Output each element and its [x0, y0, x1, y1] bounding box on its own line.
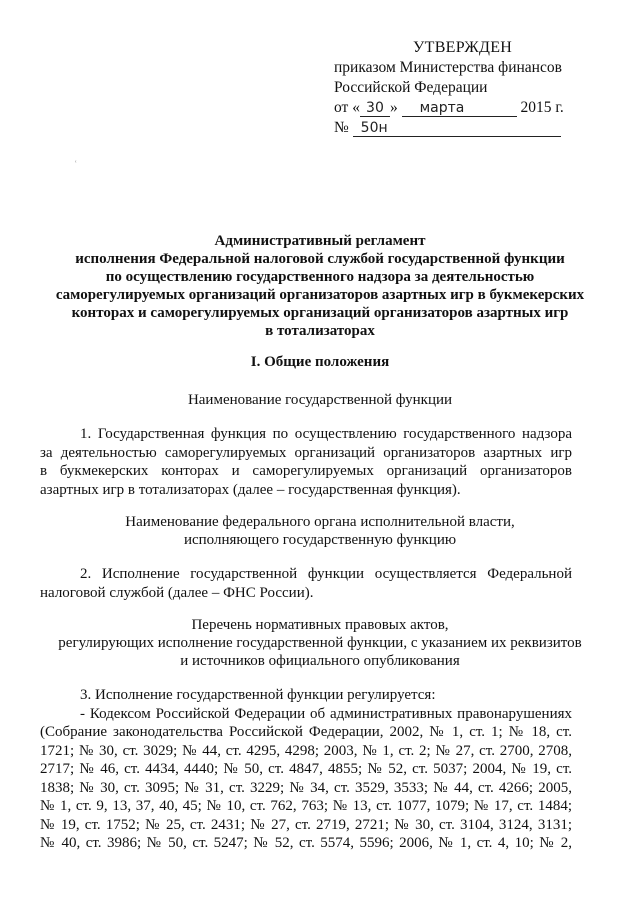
paragraph-2-line: 2. Исполнение государственной функции осуществляется Федеральной — [80, 566, 572, 582]
paragraph-3-line: - Кодексом Российской Федерации об административных правонарушениях — [80, 705, 572, 722]
approval-block — [334, 38, 614, 138]
approval-line-1: приказом Министерства финансов — [334, 59, 562, 76]
subheading-authority — [30, 513, 610, 549]
subheading-legal-acts — [30, 616, 610, 670]
paragraph-1 — [40, 425, 572, 499]
subheading-function-name: Наименование государственной функции — [187, 392, 453, 408]
subheading-legal-acts-line: и источников официального опубликования — [180, 653, 460, 669]
title-line-1: Административный регламент — [214, 233, 426, 249]
subheading-legal-acts-line: Перечень нормативных правовых актов, — [191, 617, 449, 633]
title-line-3: по осуществлению государственного надзора за деятельностью — [105, 269, 535, 285]
approval-date — [334, 98, 614, 118]
paragraph-3-line: 1721; № 30, ст. 3029; № 44, ст. 4295, 4298; 2003, № 1, ст. 2; № 27, ст. 2700, 2708, — [40, 742, 572, 759]
title-line-4: саморегулируемых организаций организаторов азартных игр в букмекерских — [55, 287, 585, 303]
title-line-6: в тотализаторах — [265, 323, 375, 339]
paragraph-1-line: 1. Государственная функция по осуществлению государственного надзора — [80, 426, 572, 442]
scan-mark: ʿ — [74, 160, 78, 171]
approval-heading: УТВЕРЖДЕН — [413, 39, 513, 56]
paragraph-3-line: № 40, ст. 3986; № 50, ст. 5247; № 52, ст. 5574, 5596; 2006, № 1, ст. 4, 10; № 2, — [40, 835, 572, 851]
date-mid: » — [389, 99, 398, 116]
paragraph-1-line: в букмекерских конторах и саморегулируемых организаций организаторов — [40, 463, 572, 479]
paragraph-3-line: № 19, ст. 1752; № 25, ст. 2431; № 27, ст. 2719, 2721; № 30, ст. 3104, 3124, 3131; — [40, 816, 572, 833]
date-year: 2015 г. — [520, 99, 564, 116]
subheading-authority-line: Наименование федерального органа исполнительной власти, — [125, 514, 515, 530]
paragraph-3-line: № 1, ст. 9, 13, 37, 40, 45; № 10, ст. 762, 763; № 13, ст. 1077, 1079; № 17, ст. 1484; — [40, 798, 572, 814]
date-month: марта — [402, 100, 517, 117]
approval-number — [334, 118, 614, 138]
order-number: 50н — [353, 120, 561, 137]
document-title — [30, 232, 610, 340]
date-day: 30 — [360, 100, 390, 117]
subheading-legal-acts-line: регулирующих исполнение государственной функции, с указанием их реквизитов — [58, 635, 582, 651]
paragraph-2-line: налоговой службой (далее – ФНС России). — [40, 584, 314, 601]
paragraph-1-line: за деятельностью саморегулируемых организаций организаторов азартных игр — [40, 444, 572, 461]
section-heading: I. Общие положения — [250, 354, 390, 370]
paragraph-3-line: 2717; № 46, ст. 4434, 4440; № 50, ст. 4847, 4855; № 52, ст. 5037; 2004, № 19, ст. — [40, 761, 572, 777]
title-line-5: конторах и саморегулируемых организаций организаторов азартных игр — [71, 305, 569, 321]
title-line-2: исполнения Федеральной налоговой службой государственной функции — [75, 251, 565, 267]
paragraph-3 — [40, 686, 572, 853]
paragraph-1-line: азартных игр в тотализаторах (далее – государственная функция). — [40, 481, 461, 498]
date-prefix: от « — [334, 99, 360, 116]
paragraph-2 — [40, 565, 572, 602]
paragraph-3-line: (Собрание законодательства Российской Федерации, 2002, № 1, ст. 1; № 18, ст. — [40, 724, 572, 740]
approval-line-2: Российской Федерации — [334, 79, 488, 96]
paragraph-3-line: 1838; № 30, ст. 3095; № 31, ст. 3229; № 34, ст. 3529, 3533; № 44, ст. 4266; 2005, — [40, 779, 572, 796]
number-label: № — [334, 119, 349, 136]
paragraph-3-line: 3. Исполнение государственной функции регулируется: — [80, 687, 436, 703]
subheading-authority-line: исполняющего государственную функцию — [183, 532, 457, 548]
